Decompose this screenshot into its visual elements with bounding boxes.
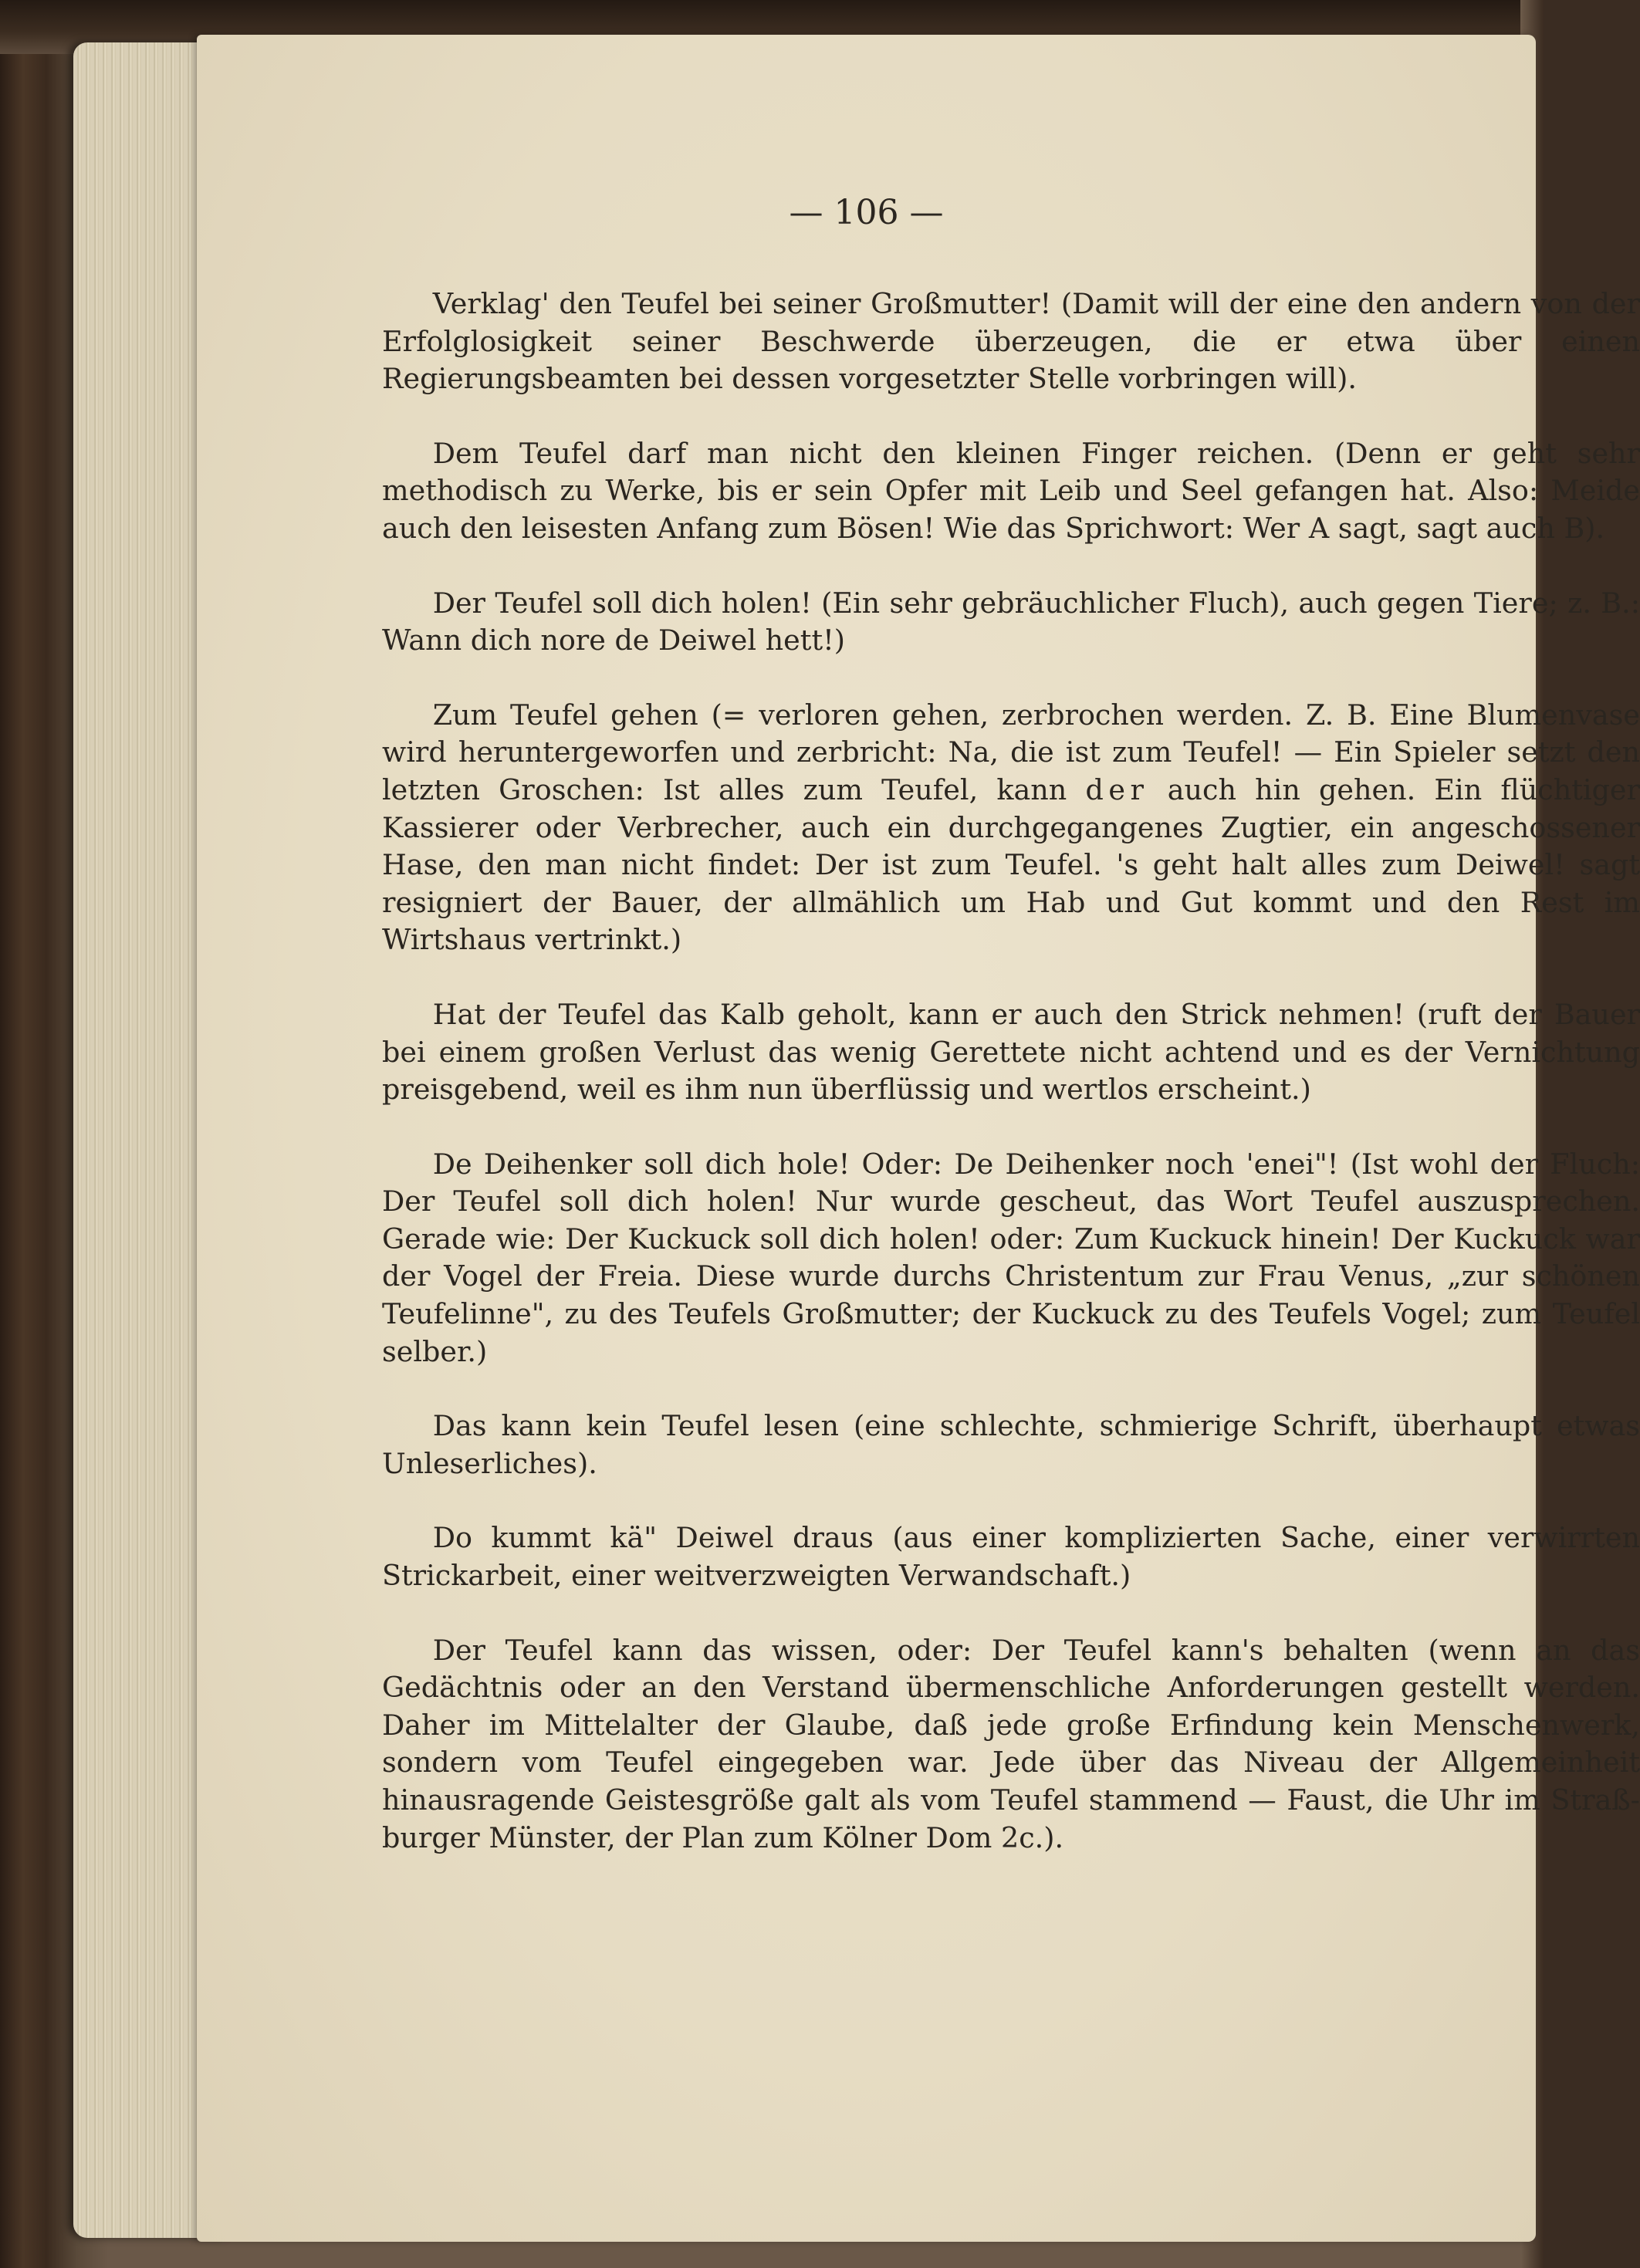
page-number: — 106 — <box>789 193 944 232</box>
book-page <box>197 35 1640 2242</box>
paragraph-1: Verklag' den Teufel bei seiner Großmutter! (Damit will der eine den andern von der Erfolglosigkeit seiner Beschwerde überzeugen, die er etwa über einen Regierungsbeamten bei dessen vorgesetzter Stelle vorbringen will). <box>382 287 1640 396</box>
paragraph-8: Do kummt kä" Deiwel draus (aus einer komplizierten Sache, einer verwirrten Strickarbeit, einer weitverzweigten Verwandschaft.) <box>382 1521 1640 1593</box>
paragraph-2: Dem Teufel darf man nicht den kleinen Finger reichen. (Denn er geht sehr methodisch zu Werke, bis er sein Opfer mit Leib und Seel gefangen hat. Also: Meide auch den leisesten Anfang zum Bösen! Wie das Sprichwort: Wer A sagt, sagt auch B). <box>382 436 1640 545</box>
paragraph-6: De Deihenker soll dich hole! Oder: De Deihenker noch 'enei"! (Ist wohl der Fluch: Der Teufel soll dich holen! Nur wurde gescheut, das Wort Teufel auszusprechen. Gerade wie: Der Kuckuck soll dich holen! oder: Zum Kuckuck hinein! Der Kuckuck war der Vogel der Freia. Diese wurde durchs Christentum zur Frau Venus, „zur schönen Teufelinne", zu des Teufels Großmutter; der Kuckuck zu des Teufels Vogel; zum Teufel selber.) <box>382 1147 1640 1368</box>
paragraph-4-part-2: auch hin gehen. Ein flüchtiger Kassierer oder Verbrecher, auch ein durchgegangenes Zugtier, ein angeschossener Hase, den man nicht findet: Der ist zum Teufel. 's geht halt alles zum Deiwel! sagt resigniert der Bauer, der allmählich um Hab und Gut kommt und den Rest im Wirtshaus vertrinkt.) <box>382 772 1640 957</box>
paragraph-5: Hat der Teufel das Kalb geholt, kann er auch den Strick nehmen! (ruft der Bauer bei einem großen Verlust das wenig Gerettete nicht achtend und es der Vernichtung preisgebend, weil es ihm nun überflüssig und wertlos erscheint.) <box>382 997 1640 1107</box>
paragraph-4-part-1: Zum Teufel gehen (= verloren gehen, zerbrochen werden. Z. B. Eine Blumenvase wird heruntergeworfen und zerbricht: Na, die ist zum Teufel! — Ein Spieler setzt den letzten Groschen: Ist alles zum Teufel, kann <box>382 698 1640 806</box>
paragraph-7: Das kann kein Teufel lesen (eine schlechte, schmierige Schrift, überhaupt etwas Unleserliches). <box>382 1409 1640 1480</box>
text-body <box>382 286 1640 1894</box>
emphasized-word: der <box>1085 772 1149 806</box>
paragraph-9: Der Teufel kann das wissen, oder: Der Teufel kann's behalten (wenn an das Gedächtnis oder an den Verstand übermenschliche Anforderungen gestellt werden. Daher im Mittelalter der Glaube, daß jede große Erfindung kein Menschenwerk, sondern vom Teufel eingegeben war. Jede über das Niveau der Allgemeinheit hinausragende Geistesgröße galt als vom Teufel stammend — Faust, die Uhr im Straßburger Münster, der Plan zum Kölner Dom 2c.). <box>382 1633 1640 1854</box>
paragraph-3: Der Teufel soll dich holen! (Ein sehr gebräuchlicher Fluch), auch gegen Tiere; z. B.: Wann dich nore de Deiwel hett!) <box>382 586 1640 657</box>
paragraph-4 <box>382 697 1640 959</box>
